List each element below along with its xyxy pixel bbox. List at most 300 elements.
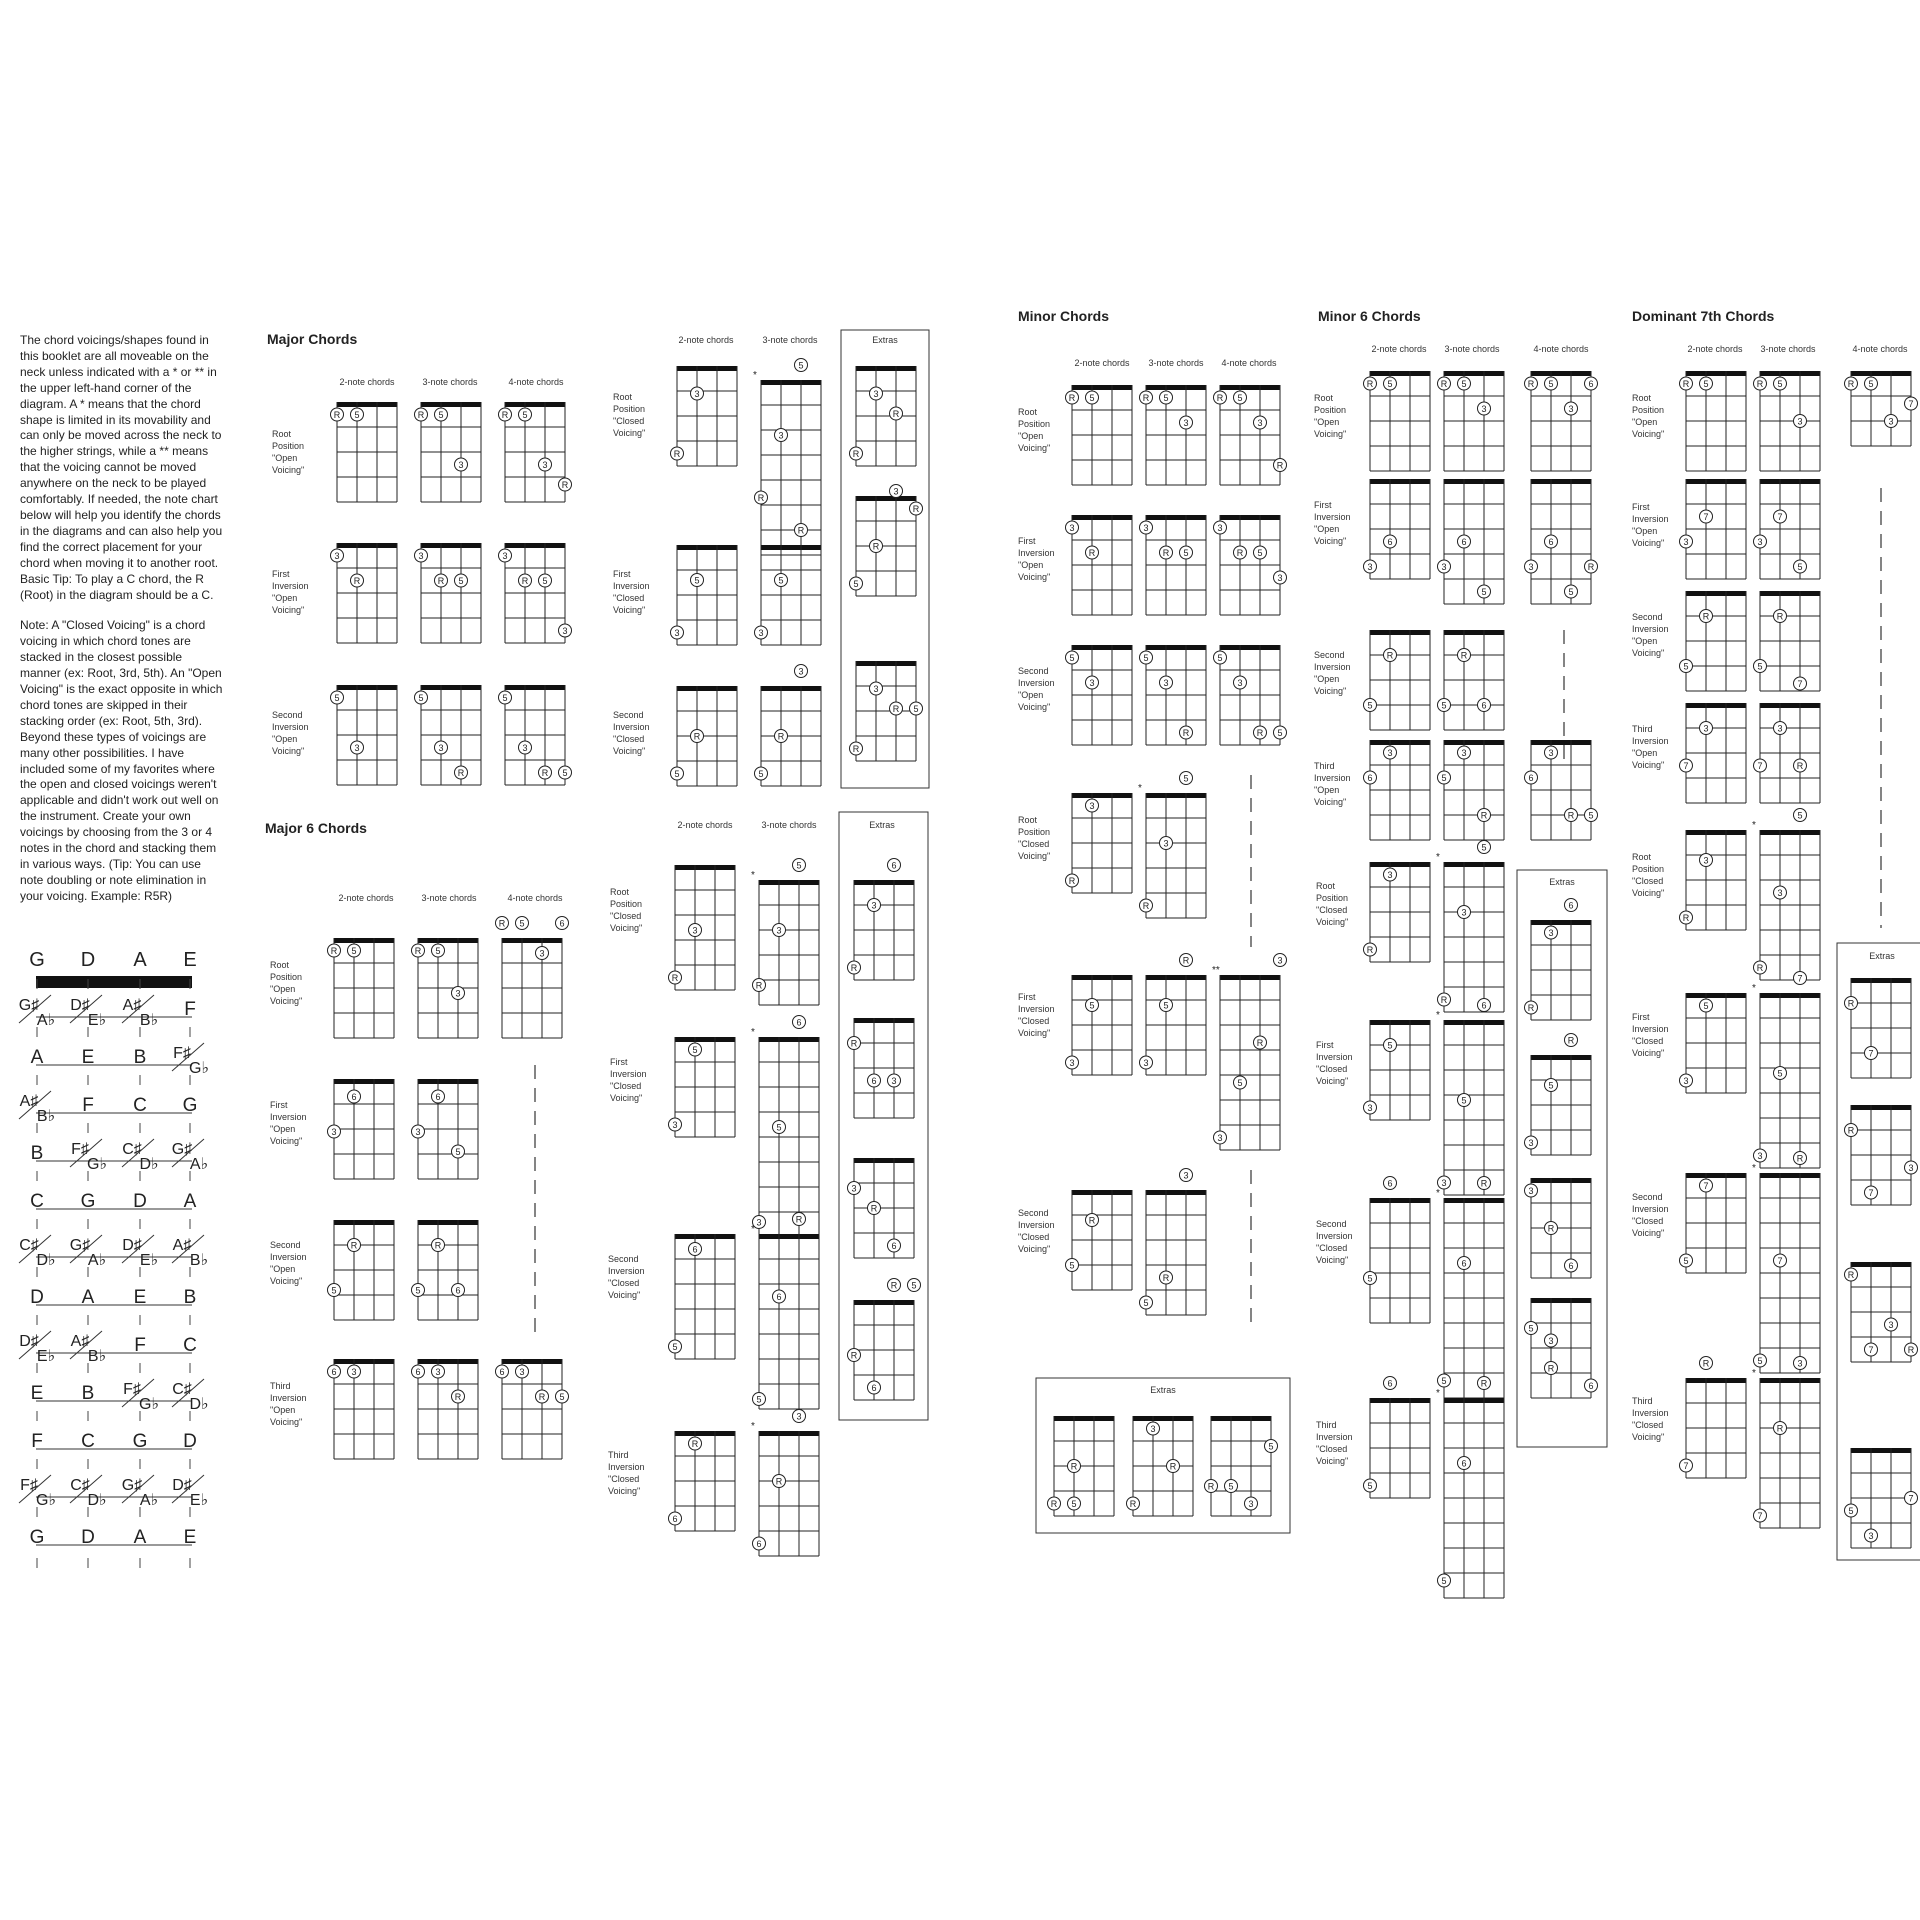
note-open-string: E (183, 949, 197, 971)
chord-nut (1444, 479, 1504, 484)
chord-nut (1211, 1416, 1271, 1421)
finger-label: 5 (853, 578, 859, 589)
finger-label: 3 (455, 988, 461, 999)
note-open-string: G (29, 949, 45, 971)
chord-nut (759, 880, 819, 885)
finger-label: 3 (1548, 927, 1554, 938)
chord-diagram (1680, 371, 1747, 471)
chord-nut (1686, 479, 1746, 484)
chord-diagram (1525, 1034, 1592, 1156)
chord-nut (675, 1037, 735, 1042)
finger-label: 6 (351, 1091, 357, 1102)
finger-label: R (1256, 727, 1264, 738)
column-label: 4-note chords (1852, 344, 1908, 354)
finger-label: 3 (1461, 907, 1467, 918)
finger-label: 3 (1757, 536, 1763, 547)
finger-label: R (852, 743, 860, 754)
chord-nut (1531, 1055, 1591, 1060)
finger-label: 6 (1568, 900, 1574, 911)
finger-label: 3 (1217, 522, 1223, 533)
movability-mark: * (1436, 852, 1440, 863)
note-flat: B♭ (139, 1012, 159, 1029)
section-title: Major 6 Chords (265, 820, 367, 836)
finger-label: R (1366, 378, 1374, 389)
finger-label: 3 (522, 742, 528, 753)
finger-label: 5 (1481, 842, 1487, 853)
finger-label: 7 (1908, 398, 1914, 409)
finger-label: R (1847, 1125, 1855, 1136)
finger-label: R (890, 1280, 898, 1291)
finger-label: R (912, 503, 920, 514)
finger-label: 5 (1588, 810, 1594, 821)
chord-nut (1146, 793, 1206, 798)
chord-diagram (1436, 1377, 1504, 1599)
chord-diagram (331, 543, 398, 643)
finger-label: 3 (1461, 747, 1467, 758)
note-flat: B♭ (36, 1108, 56, 1125)
note-name: G (182, 1095, 198, 1116)
finger-label: R (1702, 611, 1710, 622)
finger-label: 6 (1481, 700, 1487, 711)
finger-label: R (330, 945, 338, 956)
note-sharp: G♯ (121, 1477, 143, 1494)
note-open-string: D (80, 949, 96, 971)
finger-label: 3 (1367, 1102, 1373, 1113)
finger-label: R (1129, 1498, 1137, 1509)
chord-nut (1146, 975, 1206, 980)
row-label: Second Inversion "Open Voicing" (1632, 612, 1669, 658)
finger-label: 5 (438, 409, 444, 420)
finger-label: 6 (1387, 1378, 1393, 1389)
finger-label: R (1907, 1344, 1915, 1355)
finger-label: 5 (756, 1394, 762, 1405)
finger-label: R (673, 448, 681, 459)
finger-label: 5 (1441, 772, 1447, 783)
finger-label: 5 (522, 409, 528, 420)
finger-label: 6 (1367, 772, 1373, 783)
chord-diagram (1066, 515, 1133, 615)
finger-label: 3 (873, 388, 879, 399)
finger-label: 5 (1069, 652, 1075, 663)
note-name: F (134, 1335, 146, 1356)
chord-diagram (669, 1431, 736, 1531)
finger-label: R (1776, 611, 1784, 622)
movability-mark: * (751, 1224, 755, 1235)
note-flat: A♭ (87, 1252, 107, 1269)
chord-nut (1531, 740, 1591, 745)
movability-mark: * (1436, 1188, 1440, 1199)
finger-label: 5 (1441, 1575, 1447, 1586)
finger-label: R (1236, 547, 1244, 558)
row-label: Root Position "Closed Voicing" (613, 392, 646, 438)
finger-label: 6 (776, 1291, 782, 1302)
finger-label: R (538, 1391, 546, 1402)
finger-label: 6 (559, 918, 565, 929)
chord-nut (1370, 630, 1430, 635)
finger-label: 3 (1528, 561, 1534, 572)
note-flat: A♭ (36, 1012, 56, 1029)
finger-label: R (1207, 1481, 1215, 1492)
finger-label: R (1847, 378, 1855, 389)
finger-label: 3 (334, 550, 340, 561)
finger-label: 3 (351, 1366, 357, 1377)
row-label: Third Inversion "Open Voicing" (270, 1381, 307, 1427)
column-label: 2-note chords (677, 820, 733, 830)
chord-nut (856, 661, 916, 666)
chord-diagram (1754, 371, 1821, 471)
chord-nut (1444, 862, 1504, 867)
finger-label: 5 (1237, 392, 1243, 403)
chord-diagram (1436, 841, 1504, 1013)
chord-nut (1760, 993, 1820, 998)
finger-label: 3 (1683, 1075, 1689, 1086)
finger-label: R (1162, 1272, 1170, 1283)
column-label: 2-note chords (678, 335, 734, 345)
note-sharp: D♯ (19, 1333, 39, 1350)
finger-label: R (1547, 1223, 1555, 1234)
note-open-string: A (133, 949, 147, 971)
finger-label: 5 (1367, 1273, 1373, 1284)
chord-diagram (1680, 1173, 1747, 1273)
chord-nut (1220, 515, 1280, 520)
finger-label: R (1142, 392, 1150, 403)
note-name: C (183, 1335, 197, 1356)
column-label: 3-note chords (762, 335, 818, 345)
chord-diagram (848, 1158, 915, 1258)
finger-label: 5 (672, 1341, 678, 1352)
chord-diagram (1214, 645, 1287, 745)
column-label: Extras (872, 335, 898, 345)
finger-label: 7 (1683, 760, 1689, 771)
chord-nut (759, 1431, 819, 1436)
finger-label: 3 (542, 459, 548, 470)
chord-diagram (328, 1079, 395, 1179)
row-label: Second Inversion "Closed Voicing" (1632, 1192, 1669, 1238)
chord-diagram (415, 543, 482, 643)
finger-label: 3 (502, 550, 508, 561)
chord-diagram (1436, 1177, 1504, 1399)
finger-label: 3 (672, 1119, 678, 1130)
chord-diagram (1845, 978, 1912, 1078)
row-label: Root Position "Closed Voicing" (1018, 815, 1051, 861)
chord-diagram (671, 545, 738, 645)
finger-label: 7 (1703, 511, 1709, 522)
chord-nut (1444, 1020, 1504, 1025)
finger-label: 3 (1163, 677, 1169, 688)
finger-label: 5 (1237, 1077, 1243, 1088)
finger-label: 3 (1441, 561, 1447, 572)
column-label: 3-note chords (422, 377, 478, 387)
finger-label: 5 (1481, 586, 1487, 597)
finger-label: 7 (1868, 1048, 1874, 1059)
chord-nut (1444, 1398, 1504, 1403)
finger-label: 5 (1143, 1297, 1149, 1308)
chord-diagram (412, 1359, 479, 1459)
note-name: E (133, 1287, 147, 1308)
finger-label: R (892, 408, 900, 419)
chord-diagram (499, 543, 572, 643)
finger-label: R (892, 703, 900, 714)
chord-diagram (1140, 1169, 1207, 1316)
chord-nut (1444, 371, 1504, 376)
finger-label: 6 (415, 1366, 421, 1377)
note-flat: E♭ (87, 1012, 107, 1029)
finger-label: 6 (1387, 1178, 1393, 1189)
chord-diagram (1364, 1377, 1431, 1499)
chord-diagram (412, 1079, 479, 1179)
chord-nut (1146, 1190, 1206, 1195)
chord-nut (677, 545, 737, 550)
chord-nut (854, 1300, 914, 1305)
chord-nut (502, 1359, 562, 1364)
chord-diagram (1066, 1190, 1133, 1290)
finger-label: R (1276, 460, 1284, 471)
finger-label: 6 (871, 1382, 877, 1393)
intro-paragraph-1: The chord voicings/shapes found in this booklet are all moveable on the neck unless indicated with a * or ** in the upper left-hand corner of the diagram. A * means that the chord shape is limited in its movability and can only be moved across the neck to the higher strings, while a ** means that the voicing cannot be moved anywhere on the neck to be played comfortably. If needed, the note chart below will help you identify the chords in the diagrams and can also help you find the correct placement for your chord when moving it to another root. Basic Tip: To play a C chord, the R (Root) in the diagram should be a C. (20, 333, 223, 602)
chord-nut (334, 1359, 394, 1364)
finger-label: 5 (1089, 1000, 1095, 1011)
note-sharp: A♯ (19, 1093, 39, 1110)
chord-nut (761, 545, 821, 550)
finger-label: R (1480, 1378, 1488, 1389)
chord-nut (418, 1220, 478, 1225)
note-flat: A♭ (139, 1492, 159, 1509)
chord-nut (1851, 371, 1911, 376)
chord-diagram (1845, 371, 1918, 446)
note-sharp: D♯ (122, 1237, 142, 1254)
chord-nut (856, 366, 916, 371)
finger-label: R (1088, 547, 1096, 558)
finger-label: R (1070, 1461, 1078, 1472)
finger-label: 3 (1528, 1185, 1534, 1196)
chord-nut (1851, 1262, 1911, 1267)
chord-nut (1370, 371, 1430, 376)
finger-label: 5 (692, 1044, 698, 1055)
note-name: B (133, 1047, 147, 1068)
row-label: First Inversion "Closed Voicing" (613, 569, 650, 615)
finger-label: 3 (1703, 723, 1709, 734)
row-label: Second Inversion "Closed Voicing" (1018, 1208, 1055, 1254)
finger-label: 3 (1777, 723, 1783, 734)
row-label: Second Inversion "Open Voicing" (270, 1240, 307, 1286)
note-sharp: C♯ (122, 1141, 142, 1158)
note-flat: G♭ (36, 1492, 56, 1509)
note-flat: D♭ (139, 1156, 159, 1173)
finger-label: 3 (1367, 561, 1373, 572)
chord-diagram (1845, 1105, 1918, 1205)
finger-label: R (1796, 1153, 1804, 1164)
chord-diagram (1212, 954, 1287, 1151)
note-sharp: C♯ (19, 1237, 39, 1254)
finger-label: 3 (674, 627, 680, 638)
movability-mark: * (1436, 1010, 1440, 1021)
finger-label: R (417, 409, 425, 420)
finger-label: 6 (672, 1513, 678, 1524)
chord-diagram (1680, 1357, 1747, 1479)
finger-label: 3 (1089, 677, 1095, 688)
finger-label: R (870, 1203, 878, 1214)
finger-label: R (454, 1391, 462, 1402)
chord-diagram (415, 685, 482, 785)
extras-box (1837, 943, 1920, 1560)
chord-diagram (1438, 630, 1505, 730)
chord-nut (675, 1234, 735, 1239)
row-label: Root Position "Open Voicing" (270, 960, 303, 1006)
chord-nut (854, 880, 914, 885)
finger-label: 5 (435, 945, 441, 956)
finger-label: 5 (455, 1146, 461, 1157)
finger-label: 5 (1683, 661, 1689, 672)
row-label: Root Position "Closed Voicing" (1632, 852, 1665, 898)
row-label: First Inversion "Open Voicing" (272, 569, 309, 615)
finger-label: 5 (1703, 1000, 1709, 1011)
finger-label: 3 (692, 925, 698, 936)
chord-nut (1220, 645, 1280, 650)
note-flat: E♭ (189, 1492, 209, 1509)
note-flat: D♭ (36, 1252, 56, 1269)
finger-label: 6 (1461, 1458, 1467, 1469)
finger-label: 7 (1757, 760, 1763, 771)
finger-label: 5 (776, 1122, 782, 1133)
note-name: E (30, 1383, 44, 1404)
finger-label: R (1796, 760, 1804, 771)
chord-diagram (1364, 740, 1431, 840)
finger-label: 3 (758, 627, 764, 638)
chord-nut (856, 496, 916, 501)
chord-diagram (328, 1359, 395, 1459)
chord-nut (1220, 385, 1280, 390)
chord-diagram (1364, 630, 1431, 730)
note-name: G (80, 1191, 96, 1212)
chord-diagram (1066, 793, 1133, 893)
chord-diagram (496, 1359, 569, 1459)
finger-label: 3 (1248, 1498, 1254, 1509)
chord-nut (505, 685, 565, 690)
chord-diagram (850, 485, 923, 597)
finger-label: 3 (893, 486, 899, 497)
finger-label: 3 (1441, 1177, 1447, 1188)
chord-nut (418, 938, 478, 943)
finger-label: 6 (891, 1240, 897, 1251)
finger-label: R (457, 767, 465, 778)
finger-label: R (1847, 1269, 1855, 1280)
column-label: 3-note chords (421, 893, 477, 903)
chord-nut (1686, 1378, 1746, 1383)
finger-label: 5 (351, 945, 357, 956)
chord-diagram (1754, 591, 1821, 691)
chord-nut (421, 543, 481, 548)
chord-nut (418, 1359, 478, 1364)
chord-diagram (1525, 740, 1598, 840)
finger-label: R (691, 1438, 699, 1449)
chord-nut (1444, 630, 1504, 635)
finger-label: R (671, 972, 679, 983)
finger-label: R (1460, 650, 1468, 661)
note-name: C (133, 1095, 147, 1116)
finger-label: 3 (1387, 747, 1393, 758)
finger-label: R (755, 980, 763, 991)
finger-label: 3 (873, 683, 879, 694)
movability-mark: * (751, 1421, 755, 1432)
finger-label: 6 (455, 1285, 461, 1296)
chord-diagram (499, 685, 572, 785)
finger-label: 5 (1367, 1480, 1373, 1491)
finger-label: 3 (1143, 1057, 1149, 1068)
finger-label: 3 (1908, 1162, 1914, 1173)
chord-diagram (755, 665, 822, 787)
finger-label: 3 (776, 925, 782, 936)
finger-label: 3 (1777, 887, 1783, 898)
finger-label: R (501, 409, 509, 420)
chord-nut (1054, 1416, 1114, 1421)
finger-label: 3 (1150, 1423, 1156, 1434)
note-sharp: A♯ (70, 1333, 90, 1350)
finger-label: 5 (415, 1285, 421, 1296)
chord-diagram (1438, 740, 1505, 840)
chord-nut (1760, 1173, 1820, 1178)
movability-mark: * (1752, 1163, 1756, 1174)
finger-label: 3 (798, 666, 804, 677)
finger-label: 6 (871, 1075, 877, 1086)
row-label: Second Inversion "Open Voicing" (1314, 650, 1351, 696)
finger-label: 3 (1069, 522, 1075, 533)
chord-nut (1370, 1198, 1430, 1203)
finger-label: 3 (435, 1366, 441, 1377)
intro-paragraph-2: Note: A "Closed Voicing" is a chord voicing in which chord tones are stacked in the closest possible manner (ex: Root, 3rd, 5th). An "Open Voicing" is the exact opposite in which chord tones are skipped in their stacking order (ex: Root, 5th, 3rd). Beyond these types of voicings are many other possibilities. I have included some of my favorites where the open and closed voicings weren't applicable and didn't work out well on the instrument. Create your own voicings by choosing from the 3 or 4 notes in the chord and stacking them in various ways. (Tip: You can use note doubling or note elimination in your voicing. Example: R5R) (20, 618, 223, 903)
finger-label: R (414, 945, 422, 956)
column-label: Extras (1869, 951, 1895, 961)
chord-diagram (1214, 515, 1287, 615)
movability-mark: * (753, 370, 757, 381)
finger-label: 5 (1183, 773, 1189, 784)
column-label: 3-note chords (1444, 344, 1500, 354)
finger-label: R (1702, 1358, 1710, 1369)
finger-label: 5 (1528, 1323, 1534, 1334)
chord-nut (1370, 1020, 1430, 1025)
section-title: Major Chords (267, 331, 358, 347)
finger-label: 6 (756, 1538, 762, 1549)
row-label: Second Inversion "Open Voicing" (272, 710, 309, 756)
finger-label: R (1587, 561, 1595, 572)
finger-label: 3 (1797, 1358, 1803, 1369)
chord-diagram (1752, 809, 1820, 984)
finger-label: 3 (562, 625, 568, 636)
finger-label: 6 (435, 1091, 441, 1102)
note-flat: E♭ (36, 1348, 56, 1365)
finger-label: R (1366, 944, 1374, 955)
note-name: A (81, 1287, 95, 1308)
chord-diagram (1364, 1177, 1431, 1324)
chord-nut (675, 865, 735, 870)
finger-label: R (541, 767, 549, 778)
chord-nut (1760, 1378, 1820, 1383)
note-flat: G♭ (139, 1396, 159, 1413)
chord-nut (761, 380, 821, 385)
chord-nut (1760, 371, 1820, 376)
chord-diagram (753, 359, 821, 556)
chord-diagram (1127, 1416, 1194, 1516)
note-flat: G♭ (87, 1156, 107, 1173)
note-name: F (82, 1095, 94, 1116)
finger-label: 5 (1367, 700, 1373, 711)
chord-nut (1531, 371, 1591, 376)
chord-diagram (1525, 371, 1598, 471)
finger-label: 5 (1568, 586, 1574, 597)
chord-diagram (1364, 862, 1431, 962)
finger-label: 7 (1683, 1460, 1689, 1471)
finger-label: R (1480, 810, 1488, 821)
finger-label: 3 (354, 742, 360, 753)
